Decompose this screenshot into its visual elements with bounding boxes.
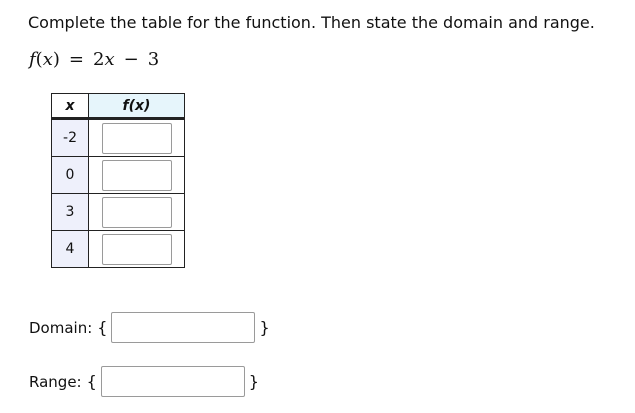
domain-input[interactable]: [111, 312, 255, 343]
range-input[interactable]: [101, 366, 245, 397]
range-open-brace: {: [86, 372, 97, 391]
table-row: [52, 157, 185, 194]
formula-right-paren: ): [52, 49, 60, 70]
fx-answer-cell: [89, 231, 185, 268]
fx-answer-cell: [89, 119, 185, 157]
x-value-cell: 4: [52, 231, 89, 268]
fx-answer-cell: [89, 194, 185, 231]
fx-answer-input[interactable]: [102, 160, 172, 191]
x-value-cell: 0: [52, 157, 89, 194]
range-row: [29, 366, 259, 397]
formula-function-name: f: [29, 49, 36, 70]
fx-answer-cell: [89, 157, 185, 194]
instructions-text: Complete the table for the function. Then state the domain and range.: [28, 13, 595, 32]
fx-answer-input[interactable]: [102, 197, 172, 228]
formula-equals: =: [68, 49, 84, 70]
range-label: Range:: [29, 372, 82, 391]
domain-row: [29, 312, 270, 343]
header-fx: f(x): [89, 94, 185, 119]
function-table: [51, 93, 185, 268]
x-value-cell: -2: [52, 119, 89, 157]
formula-variable: x: [42, 49, 53, 70]
formula-left-paren: (: [35, 49, 43, 70]
table-header-row: [52, 94, 185, 119]
formula-coefficient: 2: [92, 49, 105, 70]
function-formula: [29, 49, 159, 70]
header-x: x: [52, 94, 89, 119]
fx-answer-input[interactable]: [102, 234, 172, 265]
table-row: [52, 194, 185, 231]
range-close-brace: }: [248, 372, 259, 391]
domain-close-brace: }: [259, 318, 270, 337]
formula-minus: −: [123, 49, 139, 70]
x-value-cell: 3: [52, 194, 89, 231]
domain-label: Domain:: [29, 318, 93, 337]
formula-constant: 3: [147, 49, 160, 70]
fx-answer-input[interactable]: [102, 123, 172, 154]
formula-variable-2: x: [104, 49, 115, 70]
domain-open-brace: {: [97, 318, 108, 337]
table-row: [52, 231, 185, 268]
table-row: [52, 119, 185, 157]
